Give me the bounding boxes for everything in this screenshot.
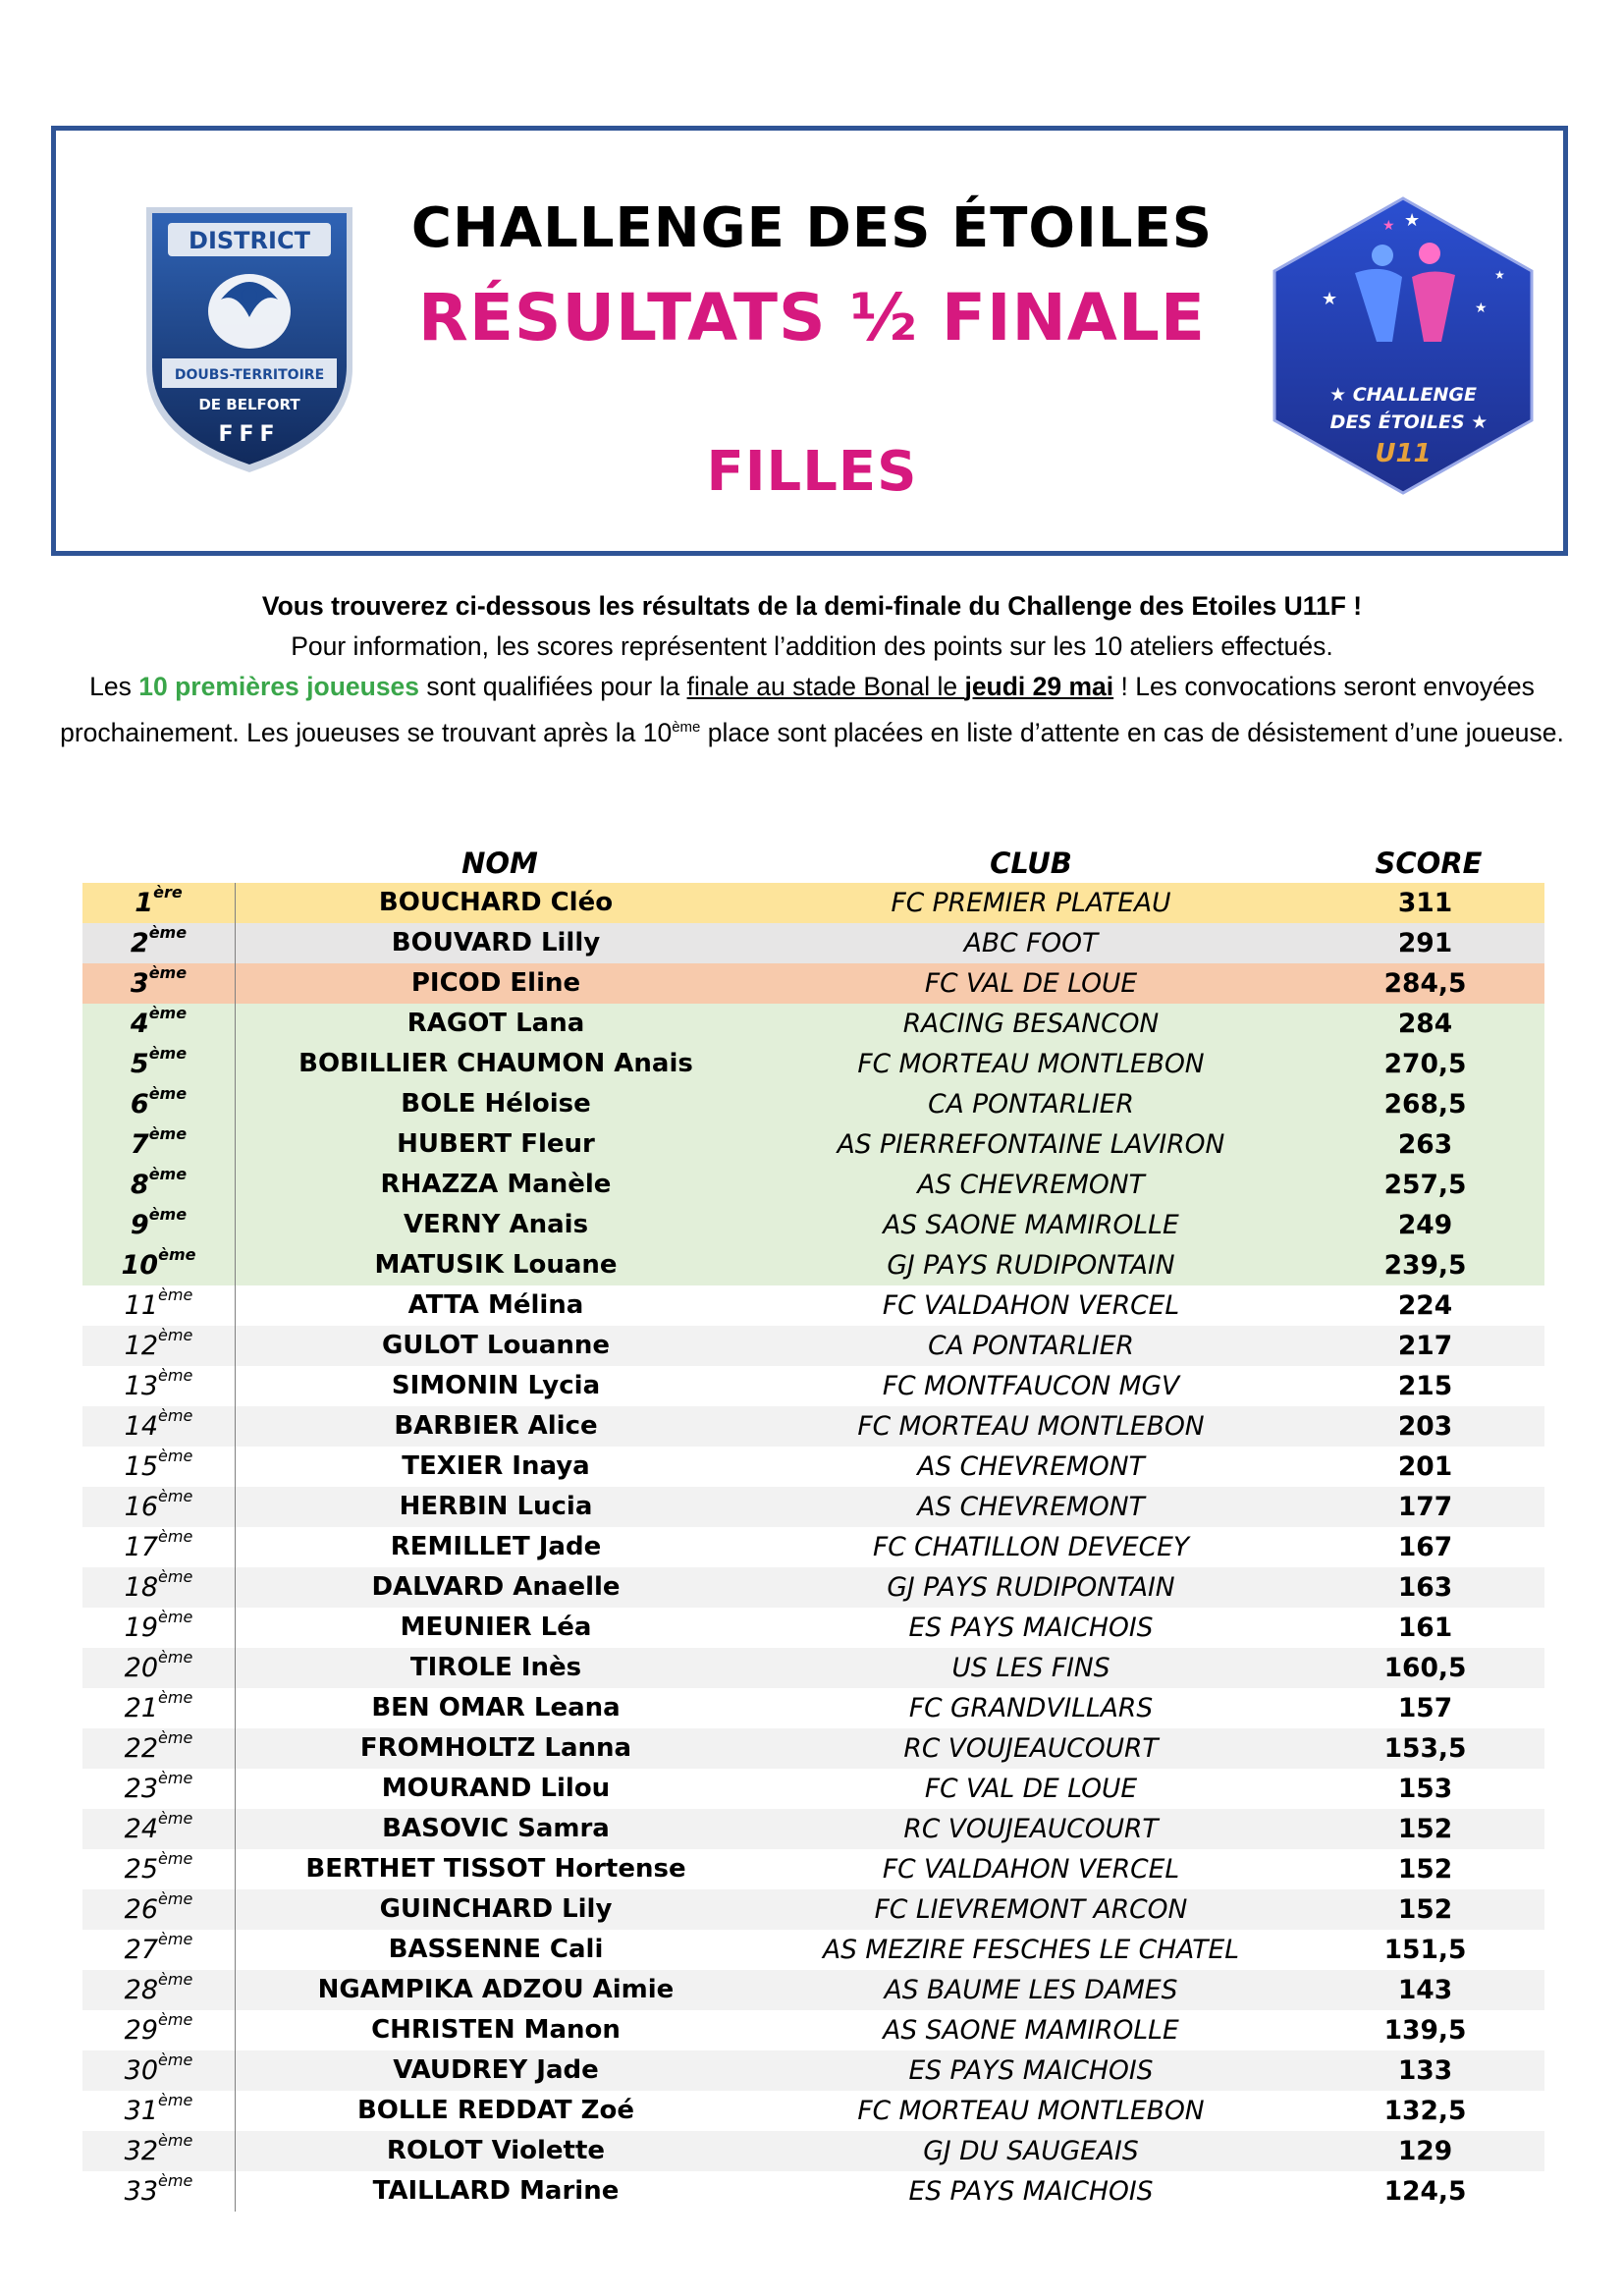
rank-suffix: ème — [158, 2091, 193, 2109]
rank-cell — [82, 1165, 236, 1205]
table-row — [82, 1527, 1544, 1567]
intro-line2: Pour information, les scores représentent l’addition des points sur les 10 ateliers effectués. — [291, 631, 1333, 661]
district-line1: DOUBS-TERRITOIRE — [174, 367, 325, 383]
rank-number: 23 — [124, 1774, 159, 1804]
player-name: BERTHET TISSOT Hortense — [305, 1854, 686, 1884]
rank-number: 31 — [124, 2096, 159, 2126]
score-value: 160,5 — [1383, 1653, 1467, 1683]
page-subtitle: RÉSULTATS ½ FINALE — [418, 280, 1206, 355]
rank-suffix: ème — [148, 963, 188, 982]
club-name: RACING BESANCON — [902, 1009, 1160, 1039]
club-name: FC MORTEAU MONTLEBON — [857, 2096, 1205, 2126]
player-name: SIMONIN Lycia — [391, 1371, 601, 1400]
player-name: BASSENNE Cali — [388, 1935, 604, 1964]
player-name: BOUVARD Lilly — [391, 928, 601, 957]
score-value: 291 — [1397, 928, 1453, 958]
rank-cell — [82, 1930, 236, 1970]
rank-suffix: ème — [148, 1205, 188, 1224]
player-name: HERBIN Lucia — [399, 1492, 593, 1521]
rank-suffix: ème — [158, 1527, 193, 1546]
rank-suffix: ème — [148, 923, 188, 942]
table-row — [82, 1728, 1544, 1769]
challenge-line1: ★ CHALLENGE — [1329, 384, 1477, 406]
club-name: FC CHATILLON DEVECEY — [872, 1532, 1190, 1562]
rank-cell — [82, 1970, 236, 2010]
intro-final-info — [687, 672, 1114, 701]
player-name: ROLOT Violette — [386, 2136, 606, 2165]
player-name: TEXIER Inaya — [402, 1451, 590, 1481]
club-name: ES PAYS MAICHOIS — [908, 2055, 1154, 2086]
player-name: RAGOT Lana — [406, 1009, 585, 1038]
table-row — [82, 1285, 1544, 1326]
score-value: 139,5 — [1383, 2015, 1467, 2046]
score-value: 177 — [1397, 1492, 1453, 1522]
player-name: BOLE Héloise — [401, 1089, 591, 1119]
table-row — [82, 1809, 1544, 1849]
club-name: ES PAYS MAICHOIS — [908, 2176, 1154, 2207]
player-name: CHRISTEN Manon — [371, 2015, 621, 2045]
rank-suffix: ème — [158, 1930, 193, 1948]
rank-suffix: ème — [158, 1447, 193, 1465]
table-row — [82, 1044, 1544, 1084]
club-name: ES PAYS MAICHOIS — [908, 1613, 1154, 1643]
player-name: PICOD Eline — [410, 968, 581, 998]
rank-number: 8 — [130, 1170, 149, 1200]
rank-cell — [82, 1245, 236, 1285]
score-value: 129 — [1397, 2136, 1453, 2166]
club-name: CA PONTARLIER — [928, 1089, 1134, 1120]
club-name: FC LIEVREMONT ARCON — [874, 1894, 1188, 1925]
rank-suffix: ème — [158, 1366, 193, 1385]
rank-cell — [82, 1527, 236, 1567]
table-row — [82, 1326, 1544, 1366]
score-value: 153 — [1397, 1774, 1453, 1804]
intro-final-date: jeudi 29 mai — [964, 672, 1114, 701]
score-value: 284,5 — [1383, 968, 1467, 999]
results-table — [82, 883, 1544, 2212]
rank-number: 2 — [130, 928, 149, 958]
challenge-line2: DES ÉTOILES ★ — [1329, 411, 1489, 433]
rank-number: 20 — [124, 1653, 159, 1683]
intro-l3-b: sont qualifiées pour la — [419, 672, 687, 701]
district-line3: FFF — [218, 422, 281, 447]
rank-number: 32 — [124, 2136, 159, 2166]
rank-cell — [82, 2091, 236, 2131]
district-label: DISTRICT — [189, 227, 310, 254]
score-value: 201 — [1397, 1451, 1453, 1482]
club-name: AS PIERREFONTAINE LAVIRON — [837, 1129, 1225, 1160]
rank-number: 10 — [121, 1250, 159, 1281]
rank-suffix: ème — [158, 1567, 193, 1586]
club-name: AS CHEVREMONT — [917, 1492, 1145, 1522]
rank-number: 9 — [130, 1210, 149, 1240]
rank-cell — [82, 1205, 236, 1245]
rank-suffix: ème — [148, 1124, 188, 1143]
intro-l3-d: place sont placées en liste d’attente en cas de désistement d’une joueuse. — [700, 717, 1564, 747]
score-value: 249 — [1397, 1210, 1453, 1240]
score-value: 224 — [1397, 1290, 1453, 1321]
rank-suffix: ème — [158, 1970, 193, 1989]
score-value: 132,5 — [1383, 2096, 1467, 2126]
table-row — [82, 1366, 1544, 1406]
player-name: BOUCHARD Cléo — [378, 888, 614, 917]
rank-cell — [82, 2050, 236, 2091]
club-name: GJ DU SAUGEAIS — [923, 2136, 1139, 2166]
rank-suffix: ème — [158, 2050, 193, 2069]
table-row — [82, 1849, 1544, 1889]
rank-suffix: ème — [158, 1728, 193, 1747]
score-value: 133 — [1397, 2055, 1453, 2086]
player-name: RHAZZA Manèle — [380, 1170, 612, 1199]
score-value: 157 — [1397, 1693, 1453, 1723]
table-row — [82, 1084, 1544, 1124]
rank-number: 29 — [124, 2015, 159, 2046]
rank-cell — [82, 1728, 236, 1769]
table-row — [82, 1004, 1544, 1044]
table-row — [82, 2050, 1544, 2091]
score-value: 167 — [1397, 1532, 1453, 1562]
table-row — [82, 2010, 1544, 2050]
svg-text:★: ★ — [1475, 301, 1488, 316]
rank-suffix: ème — [148, 1084, 188, 1103]
rank-suffix: ème — [158, 2010, 193, 2029]
header-score: SCORE — [1375, 847, 1483, 880]
player-name: TIROLE Inès — [409, 1653, 582, 1682]
rank-suffix: ème — [158, 1245, 196, 1264]
rank-cell — [82, 1004, 236, 1044]
score-value: 215 — [1397, 1371, 1453, 1401]
club-name: FC VALDAHON VERCEL — [882, 1854, 1180, 1885]
table-row — [82, 1165, 1544, 1205]
club-name: GJ PAYS RUDIPONTAIN — [887, 1250, 1175, 1281]
score-value: 270,5 — [1383, 1049, 1467, 1079]
table-row — [82, 1447, 1544, 1487]
rank-suffix: ème — [158, 2131, 193, 2150]
player-name: BOBILLIER CHAUMON Anais — [298, 1049, 693, 1078]
intro-line1: Vous trouverez ci-dessous les résultats de la demi-finale du Challenge des Etoiles U11F ! — [261, 591, 1363, 621]
club-name: CA PONTARLIER — [928, 1331, 1134, 1361]
rank-number: 22 — [124, 1733, 159, 1764]
rank-number: 30 — [124, 2055, 159, 2086]
rank-suffix: ème — [158, 1326, 193, 1344]
club-name: FC VAL DE LOUE — [924, 1774, 1138, 1804]
player-name: ATTA Mélina — [407, 1290, 584, 1320]
svg-text:★: ★ — [1382, 218, 1395, 234]
club-name: FC MORTEAU MONTLEBON — [857, 1411, 1205, 1442]
rank-number: 3 — [130, 968, 149, 999]
rank-cell — [82, 1124, 236, 1165]
player-name: VAUDREY Jade — [393, 2055, 599, 2085]
rank-cell — [82, 1326, 236, 1366]
rank-cell — [82, 883, 236, 923]
intro-l3-c: ! Les convocations seront envoyées prochainement. Les joueuses se trouvant après la 10 — [60, 672, 1535, 747]
rank-cell — [82, 1809, 236, 1849]
score-value: 311 — [1397, 888, 1453, 918]
district-line2: DE BELFORT — [198, 396, 300, 413]
rank-suffix: ème — [158, 1487, 193, 1505]
score-value: 284 — [1397, 1009, 1453, 1039]
rank-suffix: ème — [158, 1285, 193, 1304]
score-value: 153,5 — [1383, 1733, 1467, 1764]
table-row — [82, 1769, 1544, 1809]
rank-suffix: ème — [148, 1004, 188, 1022]
rank-cell — [82, 1648, 236, 1688]
rank-cell — [82, 2010, 236, 2050]
rank-cell — [82, 1406, 236, 1447]
player-name: HUBERT Fleur — [397, 1129, 595, 1159]
player-name: REMILLET Jade — [390, 1532, 602, 1561]
table-row — [82, 1487, 1544, 1527]
club-name: FC VALDAHON VERCEL — [882, 1290, 1180, 1321]
player-name: TAILLARD Marine — [372, 2176, 620, 2206]
rank-cell — [82, 1769, 236, 1809]
rank-number: 11 — [124, 1290, 159, 1321]
table-row — [82, 1124, 1544, 1165]
rank-suffix: ème — [158, 1648, 193, 1667]
score-value: 239,5 — [1383, 1250, 1467, 1281]
rank-cell — [82, 1044, 236, 1084]
club-name: FC PREMIER PLATEAU — [891, 888, 1171, 918]
rank-number: 6 — [130, 1089, 149, 1120]
rank-suffix: ème — [158, 1889, 193, 1908]
rank-suffix: ème — [158, 1608, 193, 1626]
score-value: 152 — [1397, 1894, 1453, 1925]
player-name: BEN OMAR Leana — [371, 1693, 621, 1722]
player-name: NGAMPIKA ADZOU Aimie — [317, 1975, 675, 2004]
rank-number: 16 — [124, 1492, 159, 1522]
club-name: ABC FOOT — [963, 928, 1099, 958]
table-row — [82, 1567, 1544, 1608]
rank-cell — [82, 2131, 236, 2171]
score-value: 152 — [1397, 1814, 1453, 1844]
rank-cell — [82, 1487, 236, 1527]
intro-text — [59, 586, 1565, 753]
table-row — [82, 2131, 1544, 2171]
rank-cell — [82, 1688, 236, 1728]
rank-cell — [82, 1285, 236, 1326]
club-name: AS BAUME LES DAMES — [884, 1975, 1178, 2005]
rank-cell — [82, 1084, 236, 1124]
table-row — [82, 963, 1544, 1004]
score-value: 257,5 — [1383, 1170, 1467, 1200]
rank-number: 27 — [124, 1935, 159, 1965]
rank-cell — [82, 1567, 236, 1608]
rank-cell — [82, 1849, 236, 1889]
rank-number: 18 — [124, 1572, 159, 1603]
score-value: 268,5 — [1383, 1089, 1467, 1120]
player-name: FROMHOLTZ Lanna — [359, 1733, 632, 1763]
table-row — [82, 883, 1544, 923]
rank-number: 4 — [130, 1009, 149, 1039]
score-value: 151,5 — [1383, 1935, 1467, 1965]
rank-suffix: ème — [158, 2171, 193, 2190]
rank-number: 13 — [124, 1371, 159, 1401]
rank-number: 33 — [124, 2176, 159, 2207]
rank-suffix: ème — [158, 1769, 193, 1787]
rank-number: 28 — [124, 1975, 159, 2005]
intro-final-place: finale au stade Bonal le — [686, 672, 965, 701]
table-row — [82, 1930, 1544, 1970]
rank-number: 17 — [124, 1532, 159, 1562]
club-name: GJ PAYS RUDIPONTAIN — [887, 1572, 1175, 1603]
rank-cell — [82, 1366, 236, 1406]
rank-number: 26 — [124, 1894, 159, 1925]
score-value: 143 — [1397, 1975, 1453, 2005]
table-row — [82, 1889, 1544, 1930]
rank-suffix: ème — [158, 1688, 193, 1707]
svg-text:★: ★ — [1322, 289, 1338, 309]
club-name: FC MORTEAU MONTLEBON — [857, 1049, 1205, 1079]
rank-number: 14 — [124, 1411, 159, 1442]
rank-suffix: ème — [148, 1165, 188, 1183]
player-name: GULOT Louanne — [381, 1331, 611, 1360]
rank-suffix: ère — [153, 883, 183, 902]
club-name: AS CHEVREMONT — [917, 1451, 1145, 1482]
rank-number: 12 — [124, 1331, 159, 1361]
svg-text:★: ★ — [1494, 268, 1505, 282]
table-row — [82, 1406, 1544, 1447]
club-name: FC GRANDVILLARS — [908, 1693, 1154, 1723]
club-name: RC VOUJEAUCOURT — [903, 1733, 1159, 1764]
rank-number: 25 — [124, 1854, 159, 1885]
category-title: FILLES — [706, 440, 918, 504]
score-value: 263 — [1397, 1129, 1453, 1160]
player-name: MATUSIK Louane — [374, 1250, 618, 1280]
club-name: US LES FINS — [951, 1653, 1110, 1683]
table-row — [82, 1648, 1544, 1688]
intro-qualified-count: 10 premières joueuses — [138, 672, 420, 701]
rank-number: 15 — [124, 1451, 159, 1482]
table-row — [82, 1245, 1544, 1285]
club-name: FC VAL DE LOUE — [924, 968, 1138, 999]
page-title: CHALLENGE DES ÉTOILES — [410, 196, 1214, 260]
rank-number: 21 — [124, 1693, 159, 1723]
rank-cell — [82, 1608, 236, 1648]
header-nom: NOM — [461, 847, 538, 880]
score-value: 163 — [1397, 1572, 1453, 1603]
rank-suffix: ème — [158, 1406, 193, 1425]
club-name: AS MEZIRE FESCHES LE CHATEL — [822, 1935, 1239, 1965]
table-row — [82, 2091, 1544, 2131]
rank-cell — [82, 963, 236, 1004]
intro-l3-a: Les — [89, 672, 139, 701]
rank-cell — [82, 923, 236, 963]
rank-number: 5 — [130, 1049, 149, 1079]
player-name: BASOVIC Samra — [382, 1814, 610, 1843]
club-name: AS SAONE MAMIROLLE — [883, 1210, 1179, 1240]
svg-text:★: ★ — [1404, 210, 1421, 231]
player-name: BOLLE REDDAT Zoé — [356, 2096, 635, 2125]
intro-paragraph — [59, 667, 1565, 753]
club-name: RC VOUJEAUCOURT — [903, 1814, 1159, 1844]
score-value: 203 — [1397, 1411, 1453, 1442]
rank-cell — [82, 2171, 236, 2212]
rank-number: 1 — [135, 888, 154, 918]
table-row — [82, 1608, 1544, 1648]
rank-number: 7 — [130, 1129, 149, 1160]
challenge-line3: U11 — [1375, 439, 1432, 468]
score-value: 152 — [1397, 1854, 1453, 1885]
rank-cell — [82, 1889, 236, 1930]
rank-suffix: ème — [148, 1044, 188, 1063]
club-name: FC MONTFAUCON MGV — [882, 1371, 1180, 1401]
score-value: 124,5 — [1383, 2176, 1467, 2207]
rank-cell — [82, 1447, 236, 1487]
table-row — [82, 1205, 1544, 1245]
intro-l3-sup: ème — [672, 719, 701, 736]
rank-suffix: ème — [158, 1809, 193, 1828]
player-name: MOURAND Lilou — [381, 1774, 611, 1803]
score-value: 161 — [1397, 1613, 1453, 1643]
table-row — [82, 1688, 1544, 1728]
club-name: AS CHEVREMONT — [917, 1170, 1145, 1200]
rank-suffix: ème — [158, 1849, 193, 1868]
club-name: AS SAONE MAMIROLLE — [883, 2015, 1179, 2046]
player-name: VERNY Anais — [403, 1210, 589, 1239]
player-name: GUINCHARD Lily — [379, 1894, 613, 1924]
table-row — [82, 2171, 1544, 2212]
player-name: MEUNIER Léa — [400, 1613, 592, 1642]
player-name: DALVARD Anaelle — [371, 1572, 621, 1602]
player-name: BARBIER Alice — [394, 1411, 598, 1441]
table-row — [82, 1970, 1544, 2010]
rank-number: 19 — [124, 1613, 159, 1643]
score-value: 217 — [1397, 1331, 1453, 1361]
header-club: CLUB — [990, 847, 1072, 880]
table-row — [82, 923, 1544, 963]
rank-number: 24 — [124, 1814, 159, 1844]
